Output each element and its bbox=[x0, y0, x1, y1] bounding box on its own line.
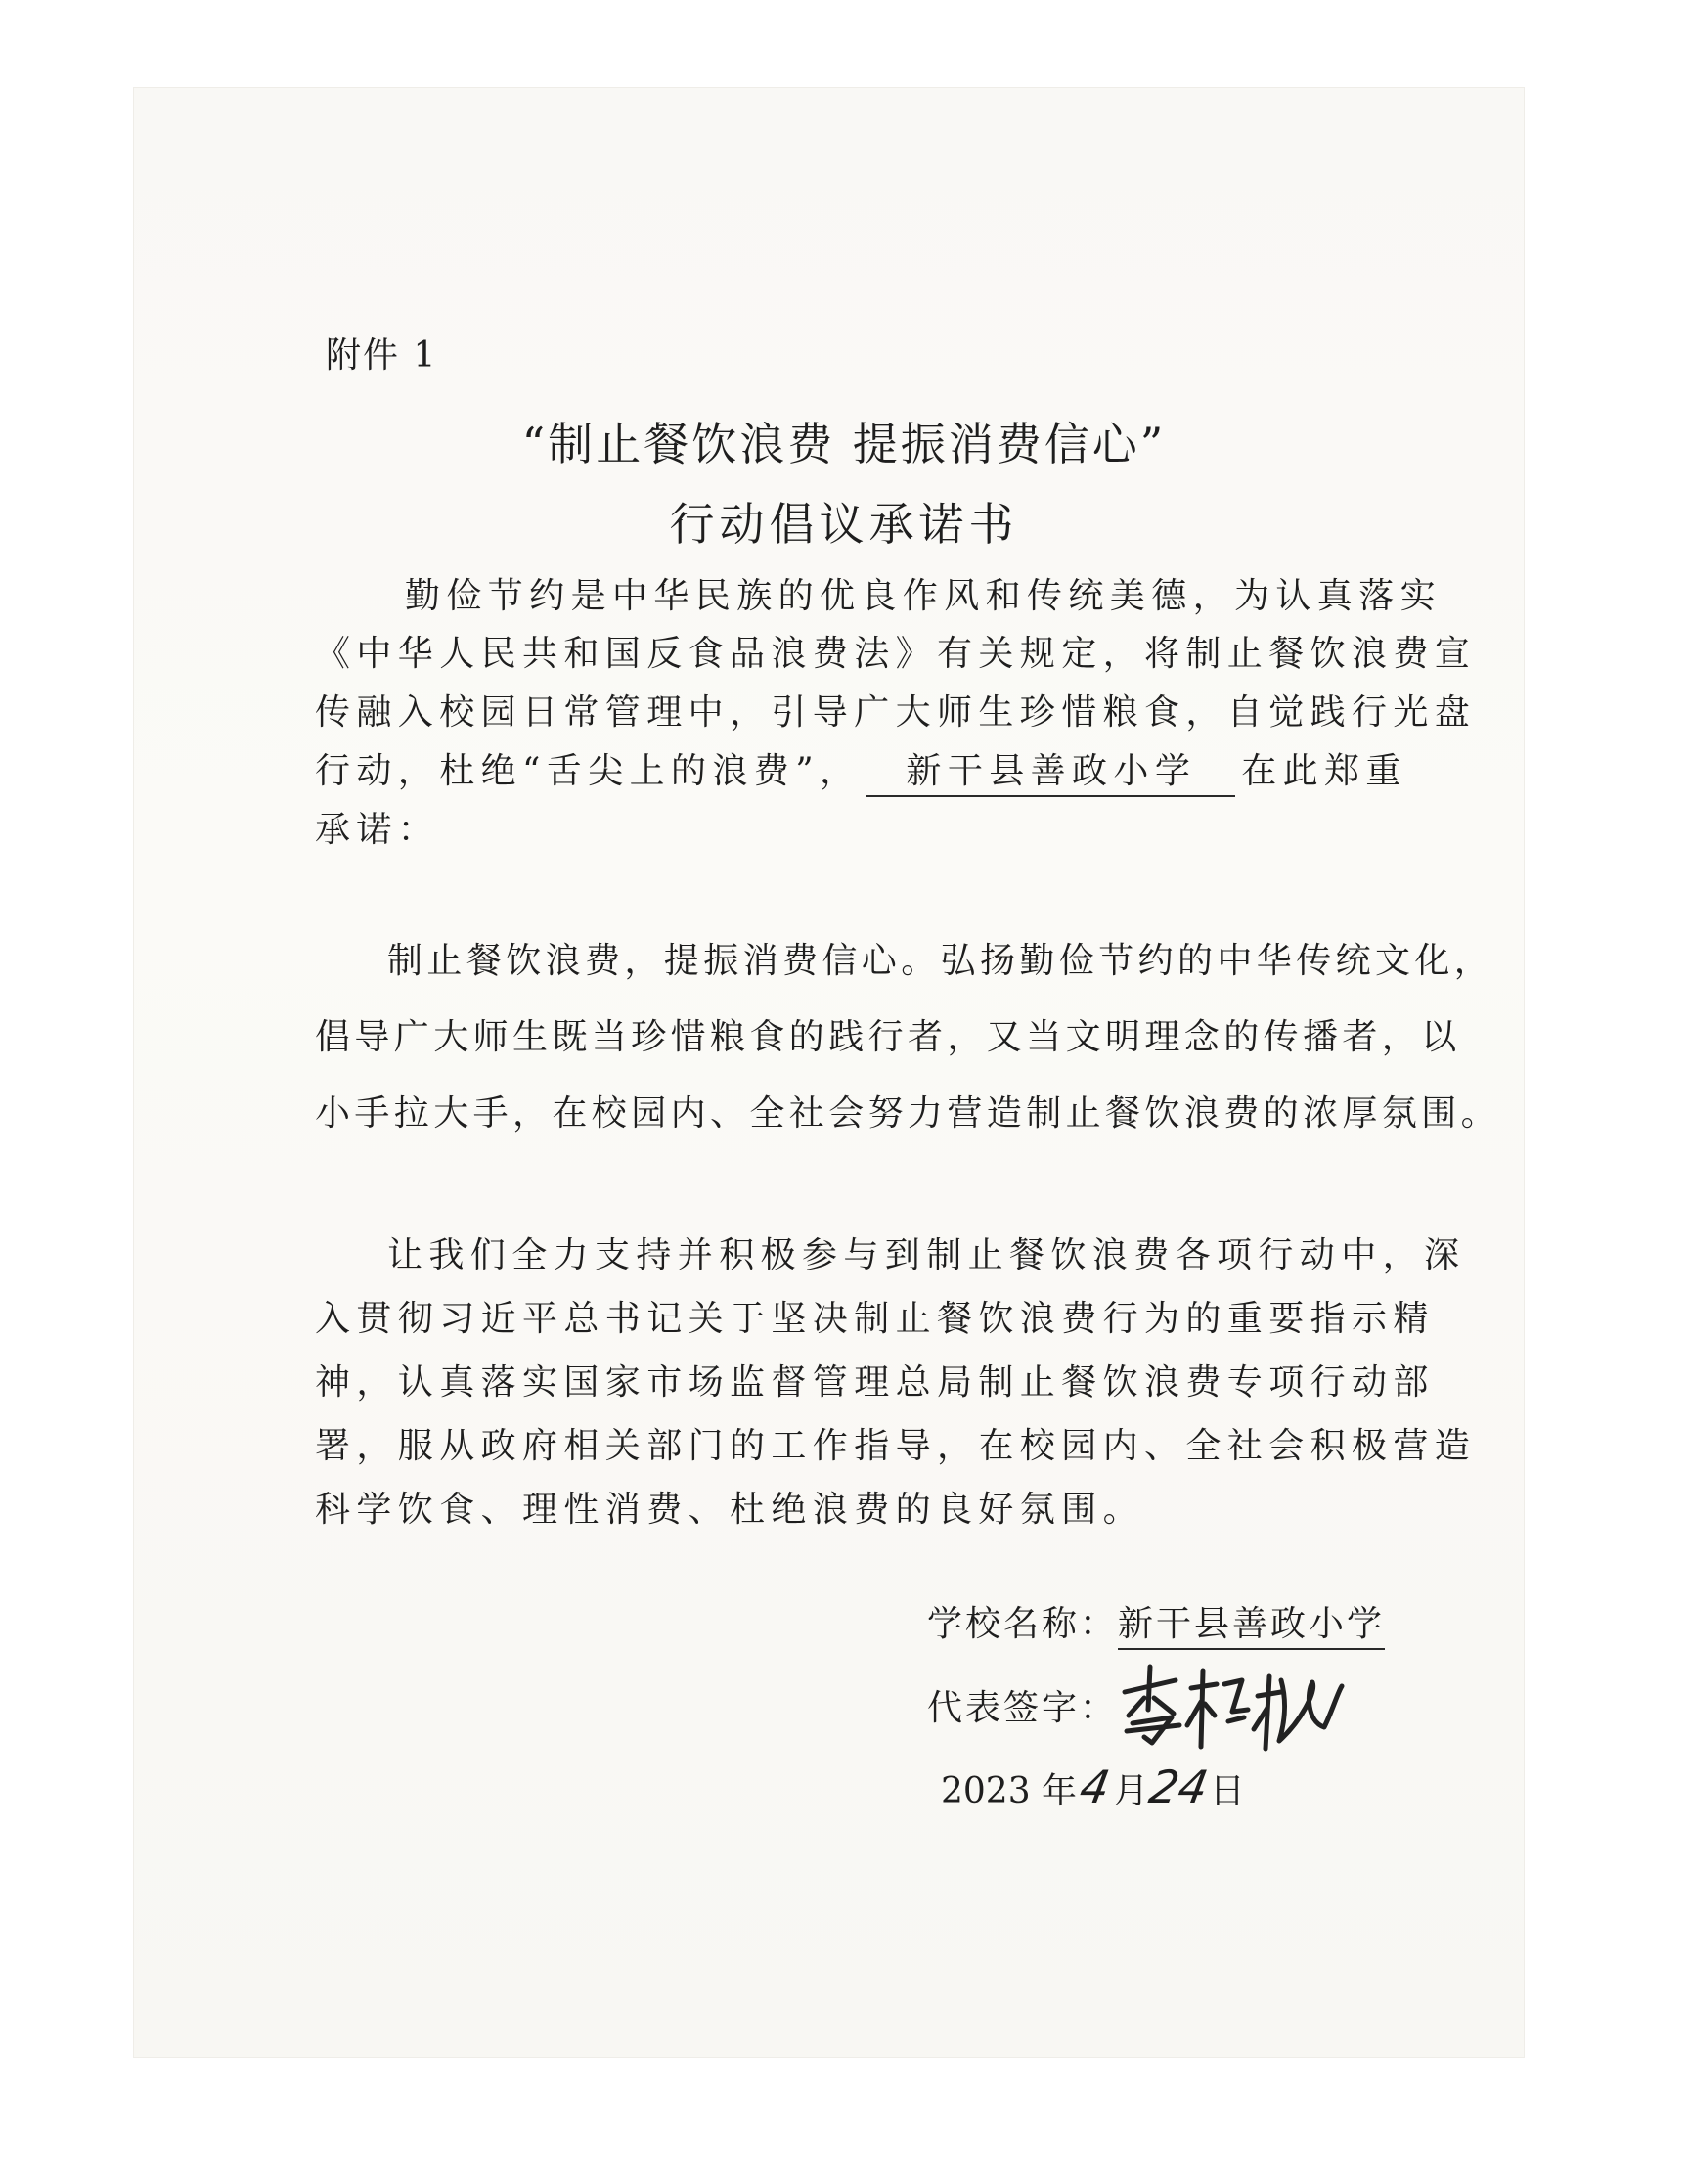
paragraph3-line4: 署，服从政府相关部门的工作指导，在校园内、全社会积极营造 bbox=[315, 1426, 1477, 1466]
paragraph1-line4-prefix: 行动，杜绝“舌尖上的浪费”， bbox=[315, 751, 862, 791]
school-name-row bbox=[927, 1596, 1385, 1650]
paragraph1-line5: 承诺： bbox=[315, 810, 440, 850]
representative-label: 代表签字： bbox=[927, 1688, 1119, 1728]
paragraph3-line5: 科学饮食、理性消费、杜绝浪费的良好氛围。 bbox=[315, 1490, 1145, 1530]
paragraph1-line3: 传融入校园日常管理中，引导广大师生珍惜粮食，自觉践行光盘 bbox=[315, 692, 1477, 733]
paragraph1-line1: 勤俭节约是中华民族的优良作风和传统美德，为认真落实 bbox=[405, 576, 1443, 616]
paper-sheet bbox=[134, 88, 1524, 2057]
day-label: 日 bbox=[1209, 1771, 1245, 1811]
document-title-line2: 行动倡议承诺书 bbox=[669, 498, 1019, 551]
paragraph2-line2: 倡导广大师生既当珍惜粮食的践行者，又当文明理念的传播者，以 bbox=[315, 1017, 1461, 1057]
paragraph1-line2: 《中华人民共和国反食品浪费法》有关规定，将制止餐饮浪费宣 bbox=[315, 634, 1477, 674]
paragraph3-line1: 让我们全力支持并积极参与到制止餐饮浪费各项行动中，深 bbox=[387, 1235, 1466, 1275]
handwritten-signature bbox=[1115, 1653, 1350, 1761]
paragraph1-line4-suffix: 在此郑重 bbox=[1241, 751, 1407, 791]
date-day: 24 bbox=[1145, 1761, 1213, 1813]
month-label: 月 bbox=[1113, 1771, 1149, 1811]
paragraph3-line3: 神，认真落实国家市场监督管理总局制止餐饮浪费专项行动部 bbox=[315, 1362, 1435, 1403]
title-line1-text: “制止餐饮浪费 提振消费信心” bbox=[521, 418, 1167, 470]
school-name-label: 学校名称： bbox=[927, 1604, 1119, 1644]
document-title-line1 bbox=[0, 409, 1688, 473]
date-line bbox=[941, 1761, 1245, 1813]
paragraph2-line3: 小手拉大手，在校园内、全社会努力营造制止餐饮浪费的浓厚氛围。 bbox=[315, 1093, 1501, 1134]
attachment-label: 附件 1 bbox=[326, 335, 438, 376]
paragraph2-line1: 制止餐饮浪费，提振消费信心。弘扬勤俭节约的中华传统文化， bbox=[387, 941, 1494, 981]
date-month: 4 bbox=[1076, 1761, 1115, 1813]
paragraph3-line2: 入贯彻习近平总书记关于坚决制止餐饮浪费行为的重要指示精 bbox=[315, 1299, 1435, 1339]
school-name-underlined: 新干县善政小学 bbox=[866, 743, 1235, 797]
paragraph1-line4 bbox=[315, 743, 1407, 797]
date-year: 2023 年 bbox=[941, 1771, 1078, 1811]
school-name-value: 新干县善政小学 bbox=[1118, 1596, 1385, 1650]
